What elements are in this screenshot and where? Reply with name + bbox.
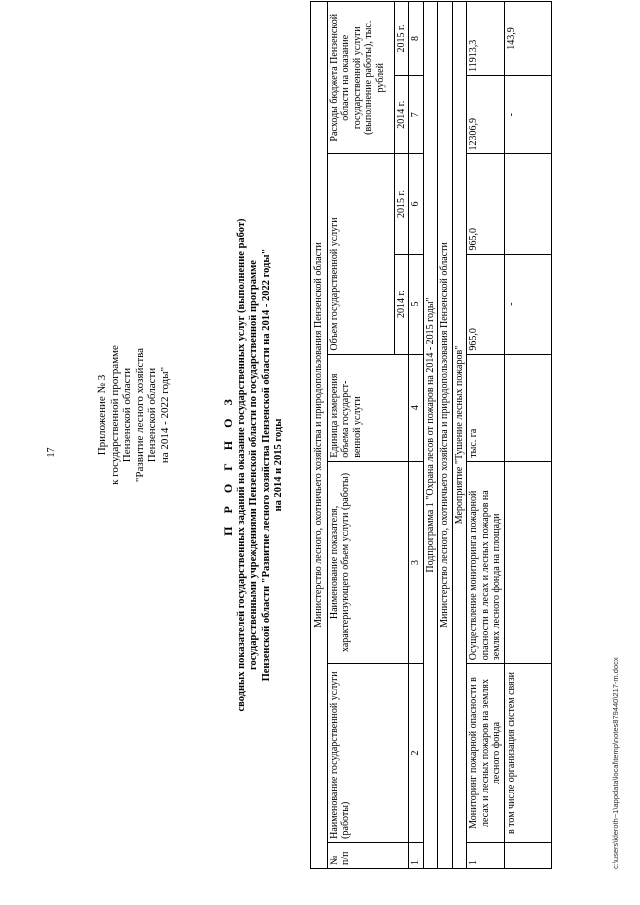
row-vol-2014: - [504,254,551,354]
forecast-table [310,1,552,869]
file-path-footer: c:\users\kleroth~1\appdata\local\temp\notes879440\217-m.docx [611,657,620,869]
appendix-line: Приложение № 3 [96,374,108,456]
table-column-numbers-row [409,2,424,869]
col-number-cell: 2 [409,664,424,843]
measure-cell: Мероприятие "Тушение лесных пожаров" [452,2,467,869]
row-vol-2015: 965,0 [467,154,505,254]
year-cell: 2014 г. [394,75,409,154]
appendix-line: к государственной программе [108,345,121,485]
header-expenses: Расходы бюджета Пензенской области на оказание государственной услуги (выполнение работы), тыс. рублей [327,2,394,155]
appendix-line: Пензенской области [121,367,133,463]
col-number-cell: 1 [409,842,424,868]
table-row [504,2,551,869]
header-unit: Единица измерения объема государст- венной услуги [327,354,409,461]
row-service: Мониторинг пожарной опасности в лесах и лесных пожаров на землях лесного фонда [467,664,505,843]
title-line: Пензенской области "Развитие лесного хозяйства Пензенской области на 2014 - 2022 годы" [260,248,272,682]
table-subprogram-row [423,2,438,869]
table-ministry-row [438,2,453,869]
appendix-line: Пензенской области [146,367,158,463]
row-indicator [504,461,551,663]
ministry-header-cell: Министерство лесного, охотничьего хозяйства и природопользования Пензенской области [311,2,328,869]
table-ministry-header-row [311,2,328,869]
title-line: на 2014 и 2015 годы [273,418,284,512]
title-line: сводных показателей государственных заданий на оказание государственных услуг (выполнение работ) [235,218,247,712]
document-title [222,205,286,725]
row-unit: тыс. га [467,354,505,461]
header-service: Наименование государственной услуги (работы) [327,664,409,843]
row-unit [504,354,551,461]
title-main: П Р О Г Н О З [221,394,235,536]
header-volume: Объем государственной услуги [327,154,394,354]
row-exp-2014: 12306,9 [467,75,505,154]
table-measure-row [452,2,467,869]
col-number-cell: 4 [409,354,424,461]
col-number-cell: 8 [409,2,424,76]
row-exp-2015: 143,9 [504,2,551,76]
row-num [504,842,551,868]
year-cell: 2015 г. [394,154,409,254]
table-header-row [327,2,394,869]
ministry-cell: Министерство лесного, охотничьего хозяйства и природопользования Пензенской области [438,2,453,869]
row-num: 1 [467,842,505,868]
row-service: в том числе организация систем связи [504,664,551,843]
row-vol-2015 [504,154,551,254]
title-line: государственными учреждениями Пензенской области по государственной программе [248,260,259,670]
subprogram-cell: Подпрограмма 1 "Охрана лесов от пожаров на 2014 - 2015 годы" [423,2,438,869]
col-number-cell: 3 [409,461,424,663]
row-indicator: Осуществление мониторинга пожарной опасности в лесах и лесных пожаров на землях лесного фонда на площади [467,461,505,663]
col-number-cell: 7 [409,75,424,154]
appendix-line: на 2014 - 2022 годы" [158,366,171,464]
appendix-line: "Развитие лесного хозяйства [133,347,146,483]
year-cell: 2015 г. [394,2,409,76]
row-vol-2014: 965,0 [467,254,505,354]
header-indicator: Наименование показателя, характеризующего объем услуги (работы) [327,461,409,663]
page-number: 17 [46,447,57,458]
col-number-cell: 6 [409,154,424,254]
appendix-note [96,300,171,530]
row-exp-2015: 11913,3 [467,2,505,76]
table-row [467,2,505,869]
year-cell: 2014 г. [394,254,409,354]
col-number-cell: 5 [409,254,424,354]
row-exp-2014: - [504,75,551,154]
header-num: № п/п [327,842,409,868]
